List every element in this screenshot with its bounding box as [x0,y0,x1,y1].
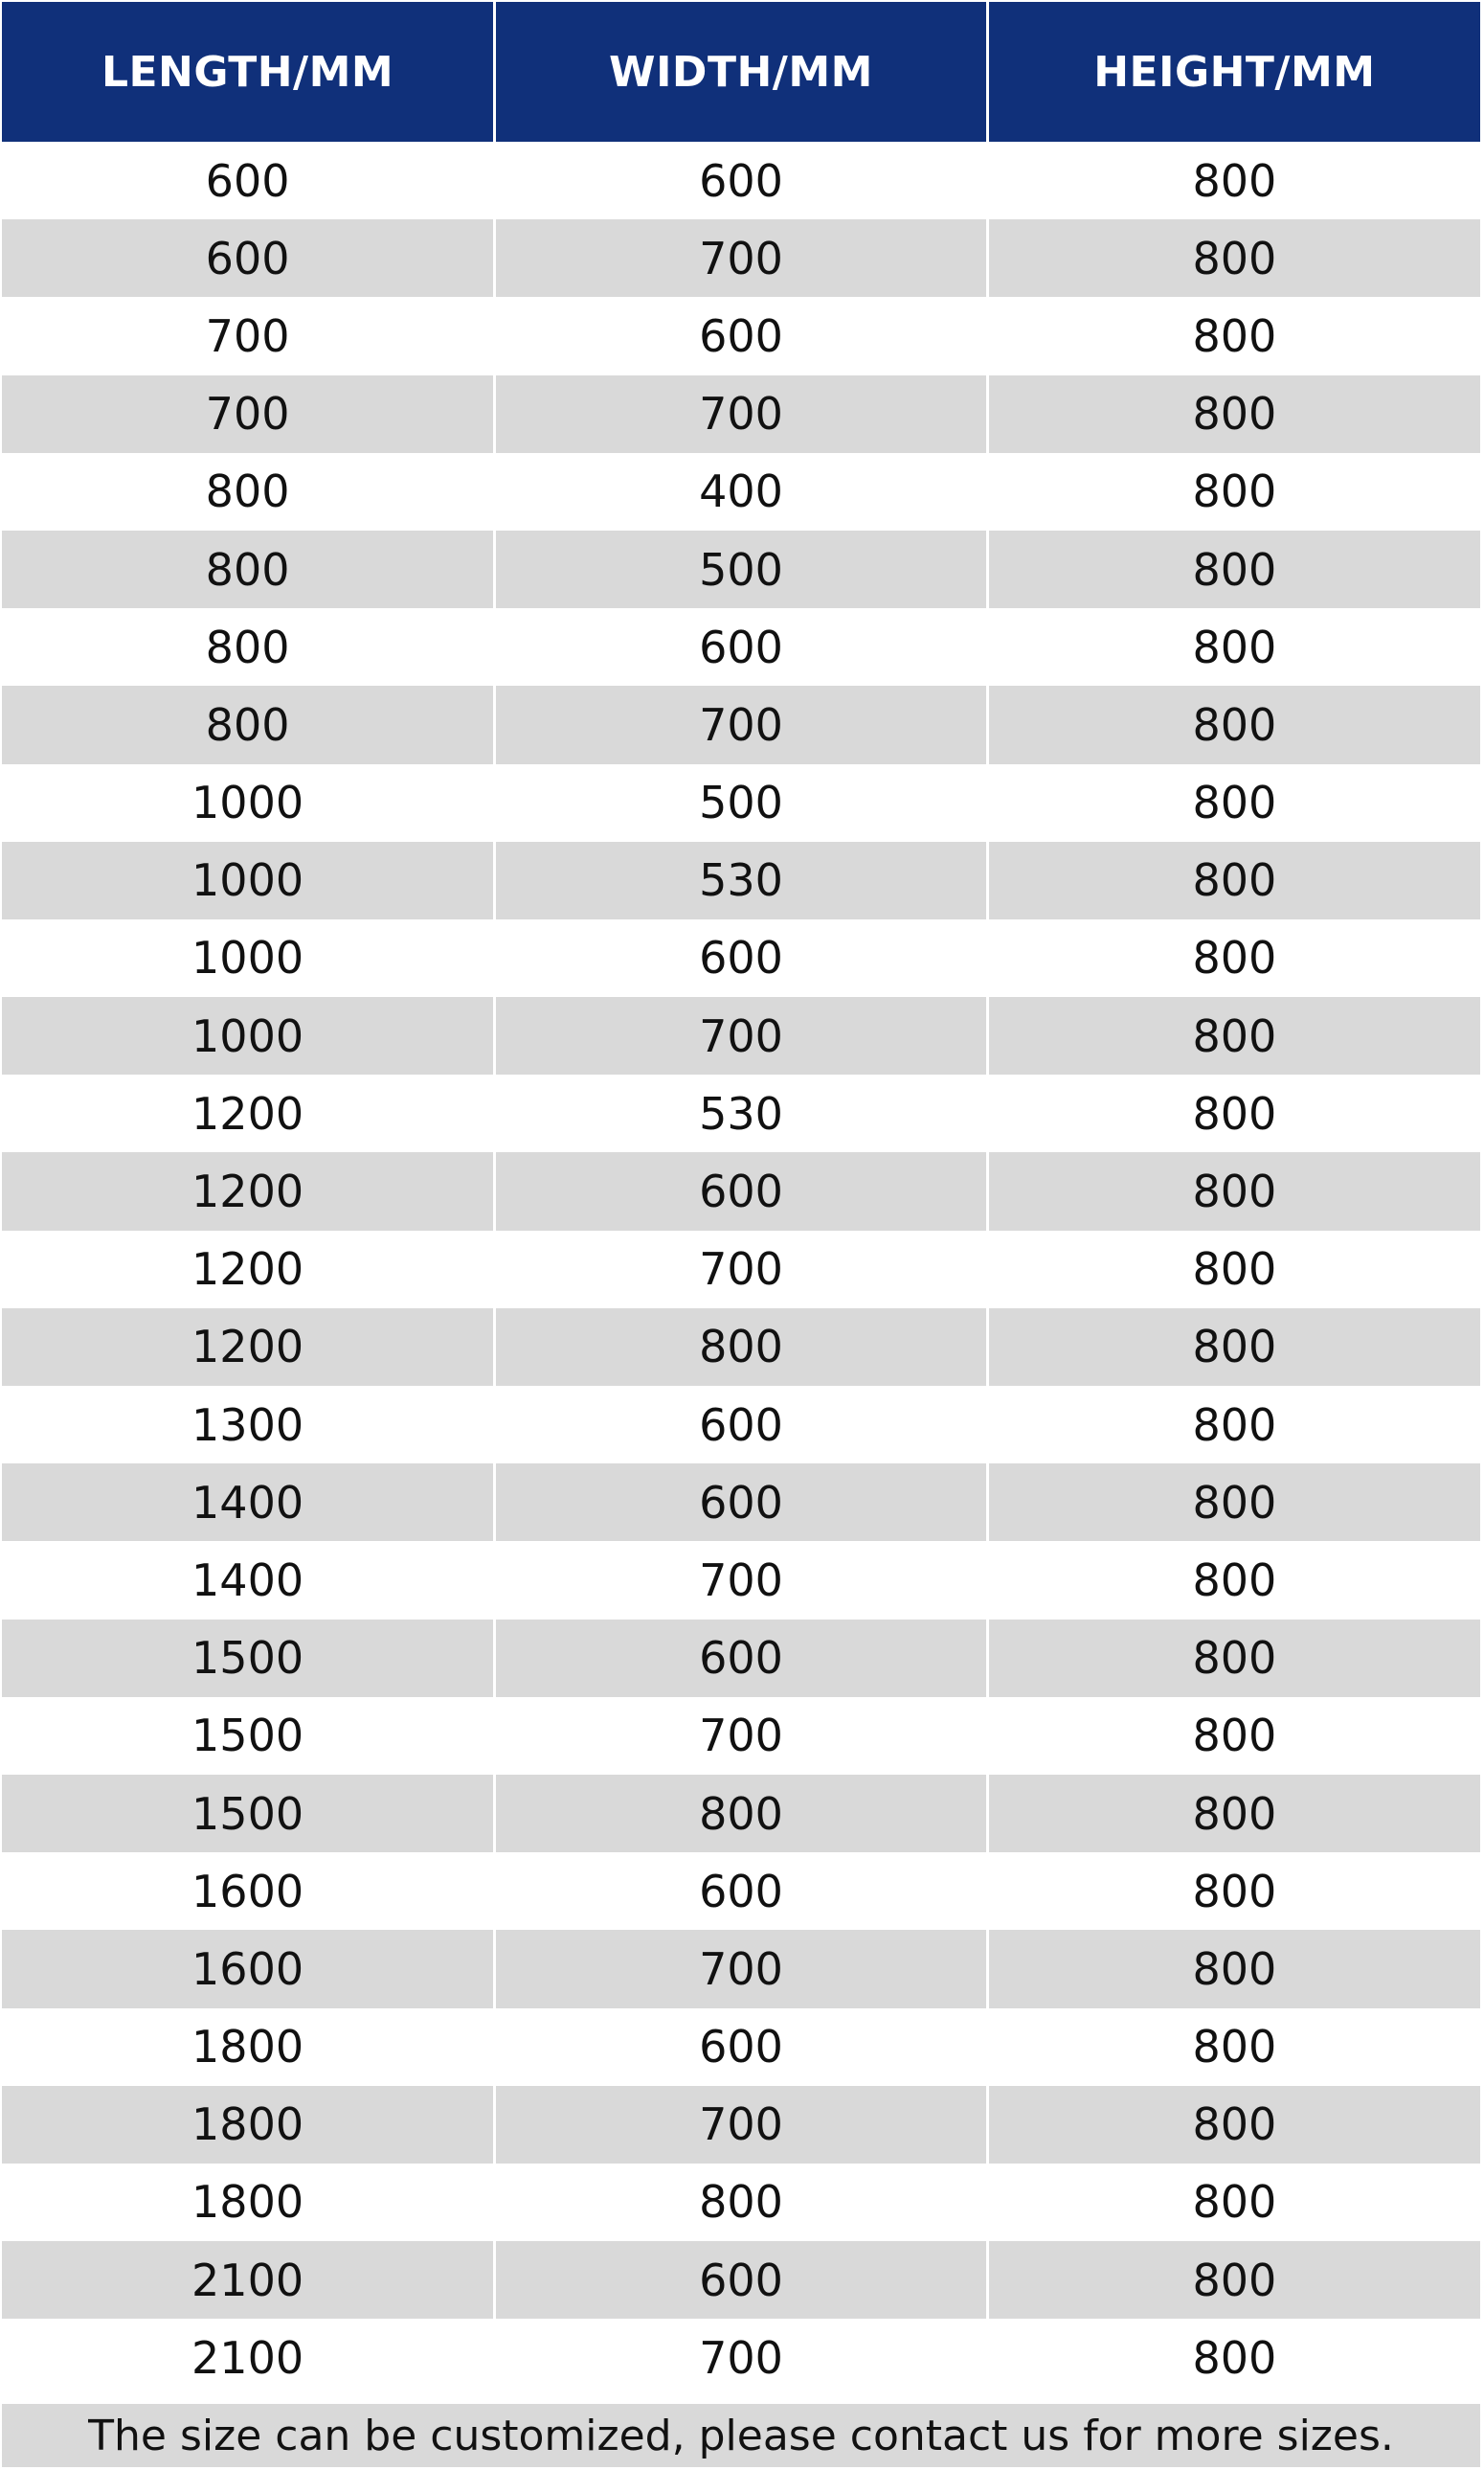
cell-length: 1800 [2,2086,495,2164]
cell-height: 800 [987,297,1480,374]
cell-width: 700 [495,375,988,453]
cell-height: 800 [987,2008,1480,2086]
cell-width: 530 [495,842,988,919]
table-row [2,1852,1480,1930]
table-row [2,2241,1480,2319]
table-row [2,2319,1480,2396]
cell-length: 1200 [2,1075,495,1152]
cell-width: 700 [495,997,988,1075]
cell-width: 600 [495,2008,988,2086]
cell-length: 1000 [2,919,495,997]
cell-length: 1000 [2,764,495,842]
table-row [2,142,1480,219]
cell-height: 800 [987,1308,1480,1386]
cell-length: 1200 [2,1308,495,1386]
cell-height: 800 [987,142,1480,219]
table-row [2,764,1480,842]
cell-length: 1400 [2,1463,495,1541]
cell-height: 800 [987,531,1480,608]
table-row [2,1775,1480,1852]
cell-length: 1500 [2,1697,495,1775]
cell-height: 800 [987,919,1480,997]
header-height: HEIGHT/MM [987,2,1480,142]
cell-width: 700 [495,2319,988,2396]
cell-length: 1000 [2,997,495,1075]
cell-length: 1400 [2,1541,495,1619]
table-row [2,1930,1480,2007]
cell-height: 800 [987,1231,1480,1308]
cell-width: 600 [495,2241,988,2319]
table-row [2,842,1480,919]
table-row [2,531,1480,608]
cell-width: 600 [495,142,988,219]
cell-width: 600 [495,1852,988,1930]
table-row [2,375,1480,453]
cell-height: 800 [987,1775,1480,1852]
cell-height: 800 [987,686,1480,763]
header-width: WIDTH/MM [495,2,988,142]
table-header [2,2,1480,142]
cell-height: 800 [987,997,1480,1075]
cell-width: 500 [495,764,988,842]
cell-height: 800 [987,764,1480,842]
cell-height: 800 [987,2164,1480,2241]
cell-height: 800 [987,2086,1480,2164]
cell-length: 800 [2,686,495,763]
cell-length: 1800 [2,2164,495,2241]
cell-width: 700 [495,686,988,763]
table-row [2,1308,1480,1386]
cell-length: 700 [2,375,495,453]
table-row [2,919,1480,997]
cell-length: 1200 [2,1152,495,1230]
cell-width: 800 [495,2164,988,2241]
cell-height: 800 [987,1152,1480,1230]
cell-length: 1500 [2,1775,495,1852]
table-row [2,1463,1480,1541]
table-row [2,1231,1480,1308]
cell-width: 600 [495,1386,988,1463]
size-table [2,2,1480,2396]
cell-height: 800 [987,2319,1480,2396]
table-row [2,1697,1480,1775]
cell-width: 700 [495,1541,988,1619]
cell-width: 400 [495,453,988,531]
table-row [2,219,1480,297]
cell-width: 700 [495,219,988,297]
cell-height: 800 [987,1620,1480,1697]
table-row [2,1541,1480,1619]
cell-length: 2100 [2,2241,495,2319]
cell-width: 600 [495,1152,988,1230]
cell-length: 800 [2,531,495,608]
table-row [2,686,1480,763]
cell-length: 1000 [2,842,495,919]
cell-width: 800 [495,1775,988,1852]
table-row [2,997,1480,1075]
cell-width: 700 [495,1930,988,2007]
cell-height: 800 [987,2241,1480,2319]
cell-height: 800 [987,842,1480,919]
cell-length: 1600 [2,1930,495,2007]
cell-length: 600 [2,142,495,219]
cell-height: 800 [987,375,1480,453]
cell-width: 530 [495,1075,988,1152]
table-row [2,608,1480,686]
table-row [2,1075,1480,1152]
cell-length: 800 [2,608,495,686]
cell-height: 800 [987,608,1480,686]
cell-length: 1300 [2,1386,495,1463]
cell-height: 800 [987,1930,1480,2007]
table-row [2,2086,1480,2164]
cell-width: 800 [495,1308,988,1386]
table-row [2,453,1480,531]
cell-width: 700 [495,1697,988,1775]
header-length: LENGTH/MM [2,2,495,142]
cell-length: 600 [2,219,495,297]
table-row [2,2008,1480,2086]
cell-height: 800 [987,1463,1480,1541]
cell-height: 800 [987,219,1480,297]
cell-width: 500 [495,531,988,608]
table-row [2,2164,1480,2241]
table-row [2,1386,1480,1463]
cell-height: 800 [987,1541,1480,1619]
cell-width: 600 [495,1620,988,1697]
cell-length: 700 [2,297,495,374]
customization-note: The size can be customized, please contact us for more sizes. [2,2404,1480,2467]
cell-length: 1500 [2,1620,495,1697]
cell-width: 600 [495,608,988,686]
table-row [2,1620,1480,1697]
cell-width: 600 [495,297,988,374]
table-row [2,1152,1480,1230]
cell-width: 600 [495,919,988,997]
cell-width: 700 [495,2086,988,2164]
cell-width: 600 [495,1463,988,1541]
cell-height: 800 [987,1852,1480,1930]
cell-length: 1800 [2,2008,495,2086]
cell-length: 1600 [2,1852,495,1930]
table-body [2,142,1480,2396]
cell-height: 800 [987,1697,1480,1775]
cell-height: 800 [987,1386,1480,1463]
cell-length: 1200 [2,1231,495,1308]
table-row [2,297,1480,374]
cell-length: 2100 [2,2319,495,2396]
cell-height: 800 [987,1075,1480,1152]
cell-length: 800 [2,453,495,531]
cell-height: 800 [987,453,1480,531]
header-row [2,2,1480,142]
cell-width: 700 [495,1231,988,1308]
